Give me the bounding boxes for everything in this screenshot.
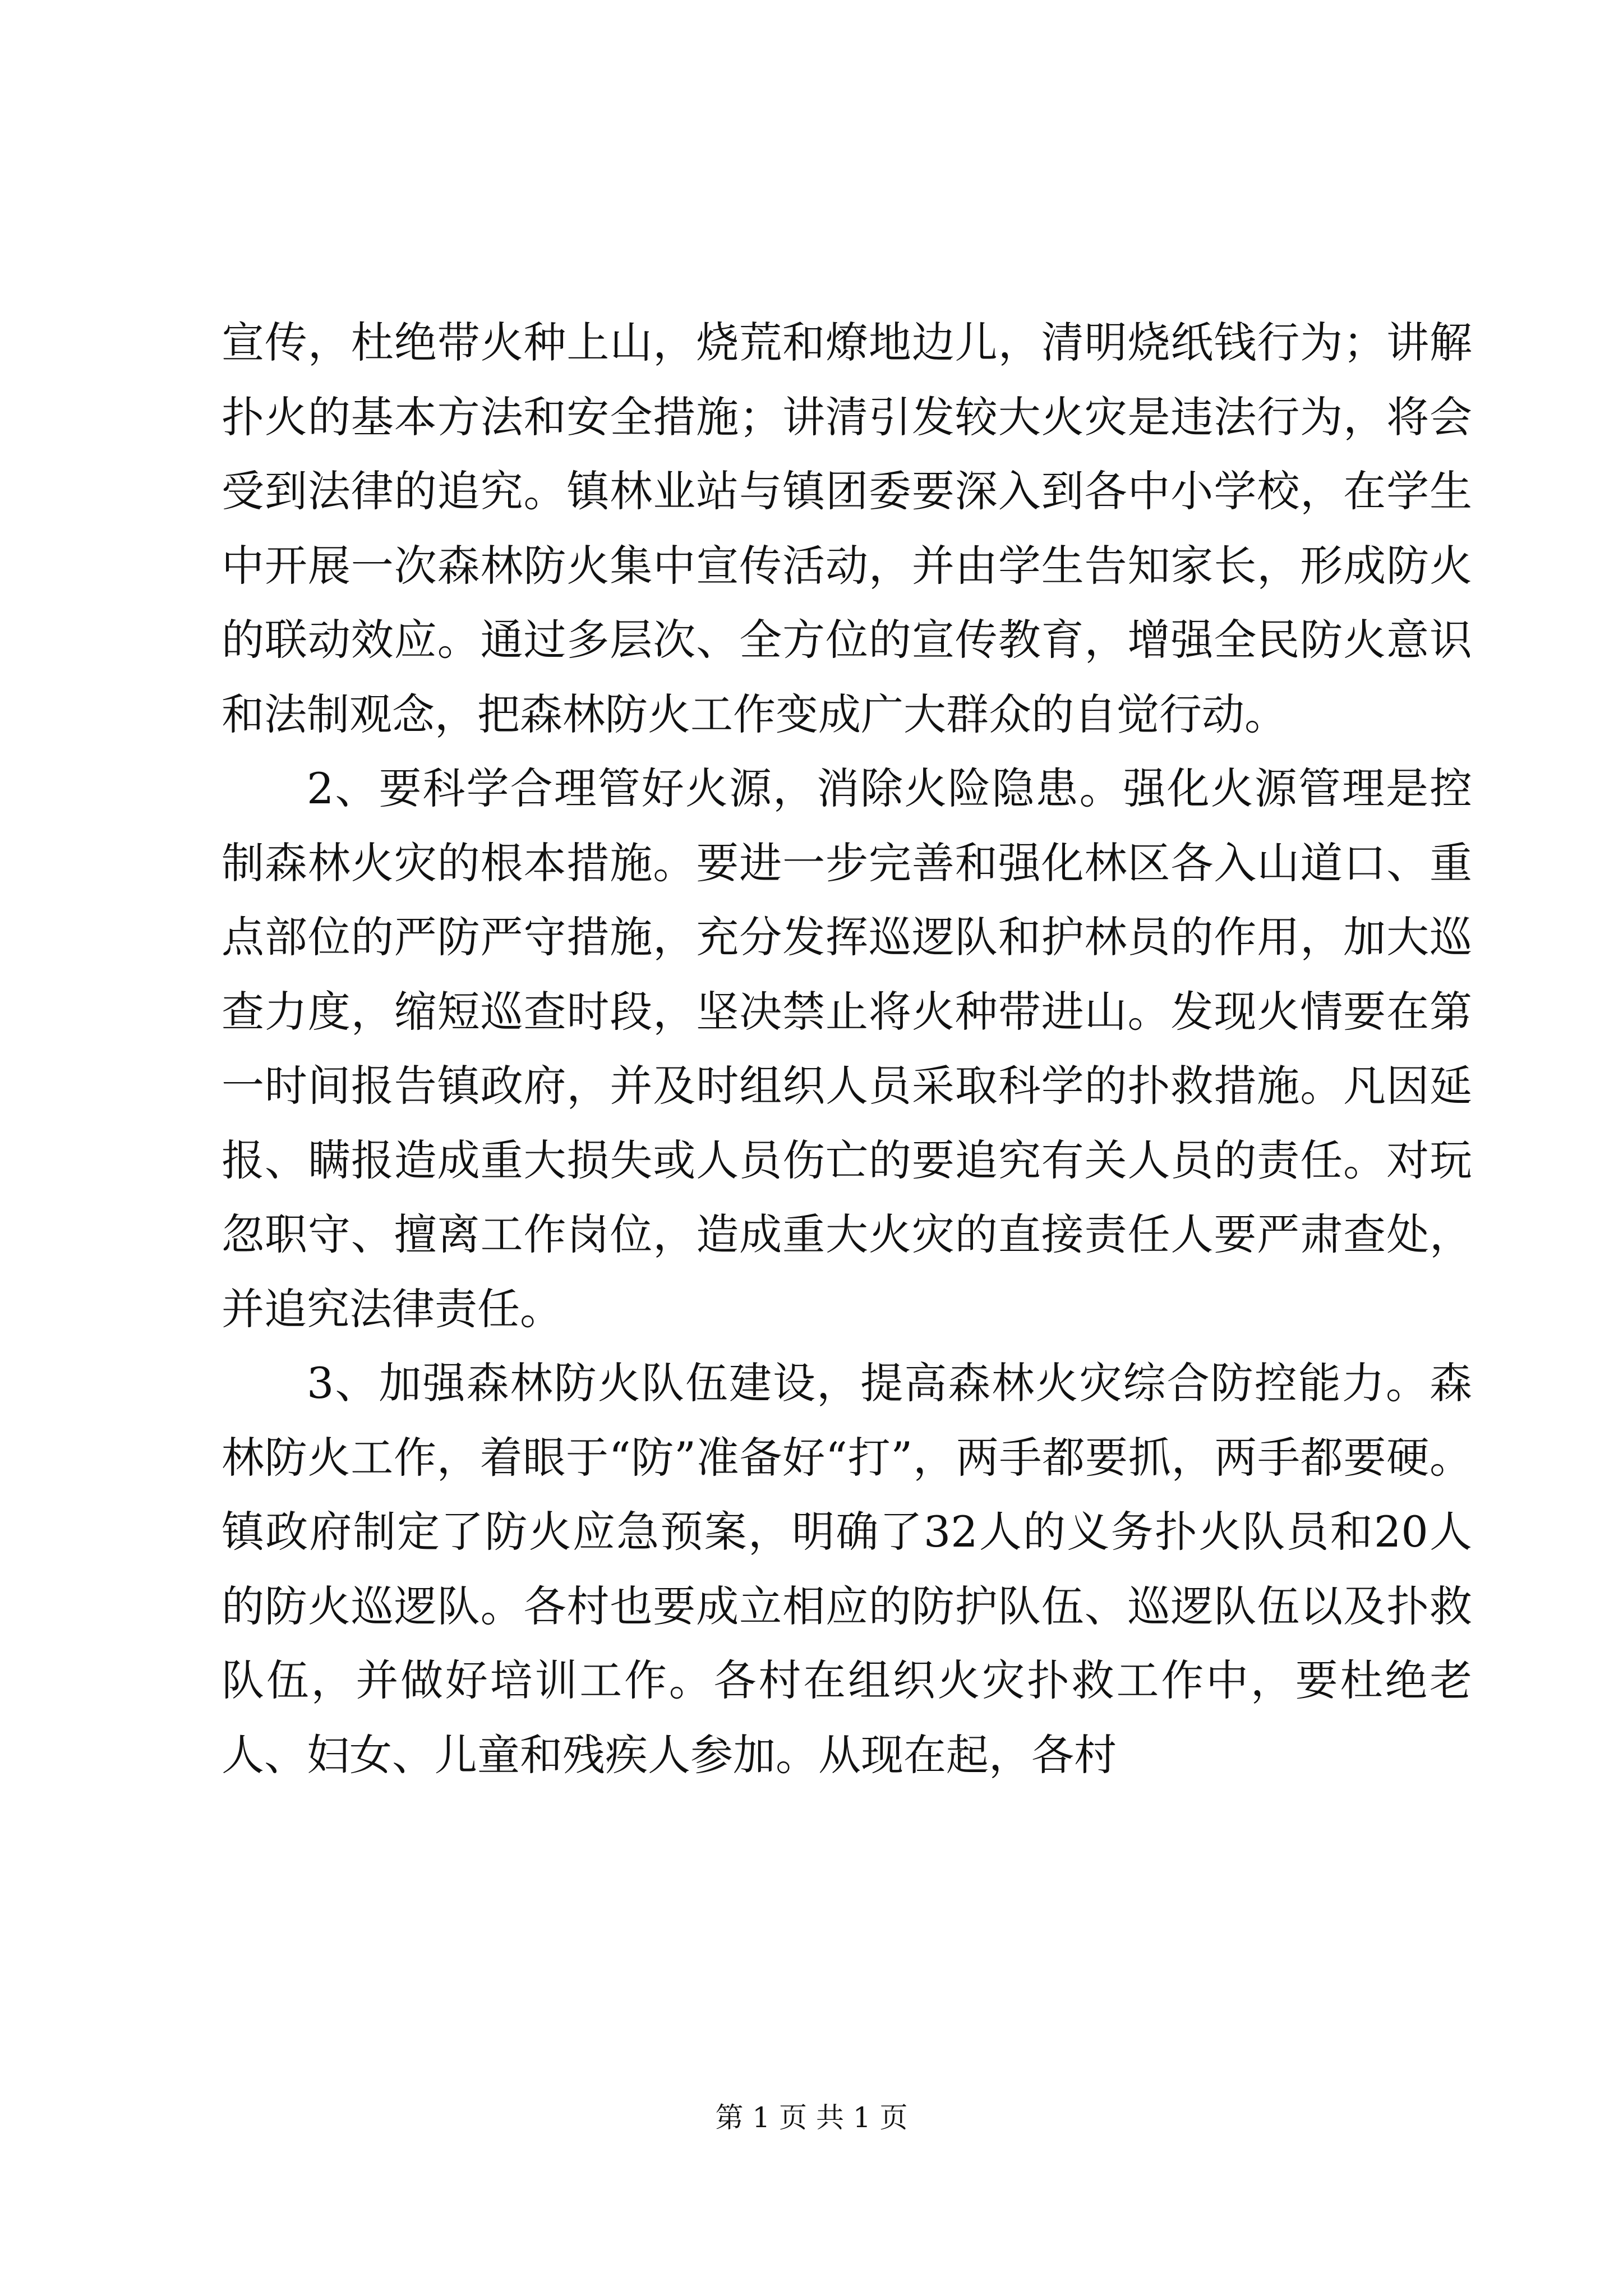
paragraph-continuation: 宣传，杜绝带火种上山，烧荒和燎地边儿，清明烧纸钱行为；讲解扑火的基本方法和安全措施；讲清引发较大火灾是违法行为，将会受到法律的追究。镇林业站与镇团委要深入到各中小学校，在学生中开展一次森林防火集中宣传活动，并由学生告知家长，形成防火的联动效应。通过多层次、全方位的宣传教育，增强全民防火意识和法制观念，把森林防火工作变成广大群众的自觉行动。 — [222, 318, 1472, 739]
page-footer: 第 1 页 共 1 页 — [715, 2101, 908, 2134]
document-body — [222, 306, 1472, 1792]
paragraph-fire-source-management: 2、要科学合理管好火源，消除火险隐患。强化火源管理是控制森林火灾的根本措施。要进一步完善和强化林区各入山道口、重点部位的严防严守措施，充分发挥巡逻队和护林员的作用，加大巡查力度，缩短巡查时段，坚决禁止将火种带进山。发现火情要在第一时间报告镇政府，并及时组织人员采取科学的扑救措施。凡因延报、瞒报造成重大损失或人员伤亡的要追究有关人员的责任。对玩忽职守、擅离工作岗位，造成重大火灾的直接责任人要严肃查处，并追究法律责任。 — [222, 763, 1472, 1334]
paragraph-fire-team-building: 3、加强森林防火队伍建设，提高森林火灾综合防控能力。森林防火工作，着眼于“防”准备好“打”，两手都要抓，两手都要硬。镇政府制定了防火应急预案，明确了32人的义务扑火队员和20人的防火巡逻队。各村也要成立相应的防护队伍、巡逻队伍以及扑救队伍，并做好培训工作。各村在组织火灾扑救工作中，要杜绝老人、妇女、儿童和残疾人参加。从现在起，各村 — [222, 1358, 1472, 1780]
